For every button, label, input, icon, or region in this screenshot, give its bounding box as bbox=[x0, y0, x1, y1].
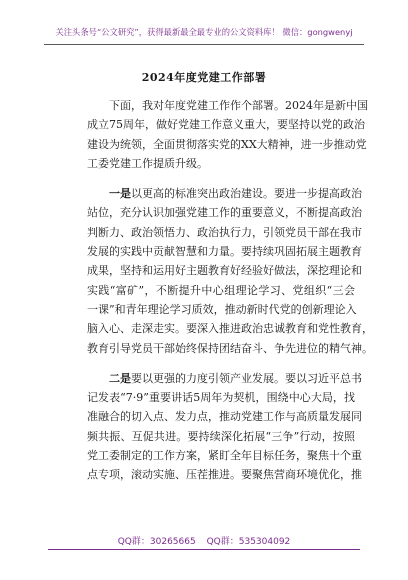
paragraph-line: 工委党建工作提质升级。 bbox=[87, 156, 208, 170]
paragraph-line: 下面，我对年度党建工作作个部署。2024年是新中国 bbox=[109, 99, 368, 112]
paragraph-line: 准融合的切入点、发力点，推动党建工作与高质量发展同 bbox=[87, 410, 362, 424]
footer-qq-group-2: QQ群：535304092 bbox=[206, 537, 291, 547]
footer-contacts bbox=[0, 534, 408, 547]
document-body bbox=[87, 96, 373, 496]
paragraph-line: 一课”和青年理论学习质效，推动新时代党的创新理论入 bbox=[87, 302, 357, 316]
header-divider bbox=[44, 44, 364, 45]
paragraph-line: 脑入心、走深走实。要深入推进政治忠诚教育和党性教育， bbox=[87, 322, 373, 336]
paragraph-line: 成立75周年，做好党建工作意义重大，要坚持以党的政治 bbox=[87, 118, 365, 132]
paragraph-line-text: 要以更强的力度引领产业发展。要以习近平总书 bbox=[131, 371, 362, 385]
paragraph-line bbox=[87, 369, 362, 388]
document-title: 2024年度党建工作部署 bbox=[141, 71, 267, 84]
paragraph-line: 党工委制定的工作方案，紧盯全年目标任务，聚焦十个重 bbox=[87, 449, 362, 463]
paragraph-line: 判断力、政治领悟力、政治执行力，引领党员干部在我市 bbox=[87, 225, 362, 239]
paragraph-line: 频共振、互促共进。要持续深化拓展“三争”行动，按照 bbox=[87, 429, 355, 443]
footer-qq-group-1: QQ群：30265665 bbox=[117, 537, 196, 547]
paragraph bbox=[87, 369, 362, 485]
paragraph-line: 教育引导党员干部始终保持团结奋斗、争先进位的精气神。 bbox=[87, 341, 373, 355]
footer-divider bbox=[48, 549, 360, 550]
paragraph-line-text: 以更高的标准突出政治建设。要进一步提高政治 bbox=[131, 187, 362, 201]
paragraph-line: 实践“富矿”，不断提升中心组理论学习、党组织“三会 bbox=[87, 283, 355, 297]
paragraph-line: 发展的实践中贡献智慧和力量。要持续巩固拓展主题教育 bbox=[87, 245, 362, 259]
paragraph-line bbox=[87, 184, 362, 203]
paragraph-lead: 二是 bbox=[109, 371, 131, 385]
paragraph-line: 站位，充分认识加强党建工作的重要意义，不断提高政治 bbox=[87, 206, 362, 220]
paragraph-line: 记发表“7·9”重要讲话5周年为契机，围绕中心大局，找 bbox=[87, 391, 355, 405]
paragraph bbox=[87, 96, 368, 173]
paragraph bbox=[87, 184, 373, 358]
paragraph-line: 点专项，滚动实施、压茬推进。要聚焦营商环境优化，推 bbox=[87, 468, 362, 482]
header-banner: 关注头条号“公文研究”，获得最新最全最专业的公文资料库！ 微信：gongwenyj bbox=[55, 27, 353, 37]
paragraph-lead: 一是 bbox=[109, 187, 131, 201]
paragraph-line: 建设为统领，全面贯彻落实党的XX大精神，进一步推动党 bbox=[87, 137, 367, 151]
paragraph-line: 成果，坚持和运用好主题教育好经验好做法，深挖理论和 bbox=[87, 264, 362, 278]
